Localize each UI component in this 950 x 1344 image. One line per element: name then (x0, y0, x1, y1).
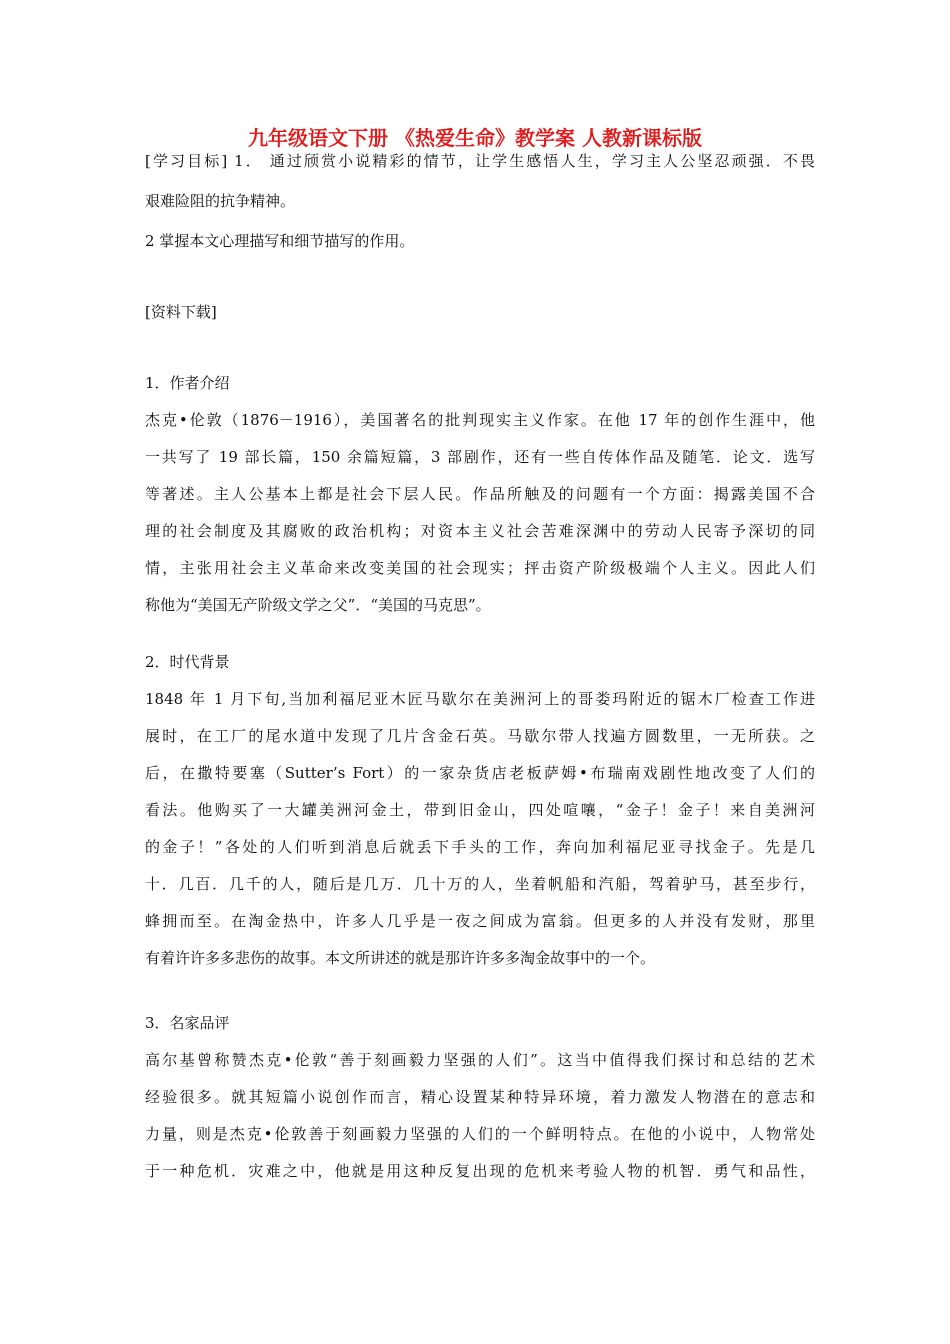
section-heading: 2．时代背景 (145, 653, 230, 671)
text-line: 情，主张用社会主义革命来改变美国的社会现实；抨击资产阶级极端个人主义。因此人们 (145, 559, 815, 577)
text-line: 经验很多。就其短篇小说创作而言，精心设置某种特异环境，着力激发人物潜在的意志和 (145, 1088, 815, 1106)
section-heading: [资料下载] (145, 303, 217, 321)
text-line: 等著述。主人公基本上都是社会下层人民。作品所触及的问题有一个方面：揭露美国不合 (145, 485, 815, 503)
text-line: 十．几百．几千的人，随后是几万．几十万的人，坐着帆船和汽船，驾着驴马，甚至步行， (145, 875, 815, 893)
text-line: 理的社会制度及其腐败的政治机构；对资本主义社会苦难深渊中的劳动人民寄予深切的同 (145, 522, 815, 540)
section-heading: 3．名家品评 (145, 1014, 230, 1032)
text-line: 高尔基曾称赞杰克•伦敦“善于刻画毅力坚强的人们”。这当中值得我们探讨和总结的艺术 (145, 1051, 815, 1069)
text-line: 蜂拥而至。在淘金热中，许多人几乎是一夜之间成为富翁。但更多的人并没有发财，那里 (145, 912, 815, 930)
document-title: 九年级语文下册 《热爱生命》教学案 人教新课标版 (248, 126, 702, 150)
section-heading: 1．作者介绍 (145, 374, 230, 392)
text-line: 看法。他购买了一大罐美洲河金土，带到旧金山，四处喧嚷，“金子！金子！来自美洲河 (145, 801, 815, 819)
text-line: 的金子！”各处的人们听到消息后就丢下手头的工作，奔向加利福尼亚寻找金子。先是几 (145, 838, 815, 856)
text-line: 称他为“美国无产阶级文学之父”．“美国的马克思”。 (145, 596, 491, 614)
text-line: 于一种危机．灾难之中，他就是用这种反复出现的危机来考验人物的机智．勇气和品性， (145, 1162, 815, 1180)
text-line: 2 掌握本文心理描写和细节描写的作用。 (145, 232, 415, 250)
text-line: [学习目标] 1． 通过颀赏小说精彩的情节，让学生感悟人生，学习主人公坚忍顽强．不畏 (145, 152, 815, 170)
text-line: 展时，在工厂的尾水道中发现了几片含金石英。马歇尔带人找遍方圆数里，一无所获。之 (145, 727, 815, 745)
text-line: 杰克•伦敦（1876－1916），美国著名的批判现实主义作家。在他 17 年的创作生涯中，他 (145, 411, 815, 429)
text-line: 力量，则是杰克•伦敦善于刻画毅力坚强的人们的一个鲜明特点。在他的小说中，人物常处 (145, 1125, 815, 1143)
text-line: 有着许许多多悲伤的故事。本文所讲述的就是那许许多多淘金故事中的一个。 (145, 949, 656, 967)
text-line: 1848 年 1 月下旬,当加利福尼亚木匠马歇尔在美洲河上的哥娄玛附近的锯木厂检查工作进 (145, 690, 815, 708)
text-line: 一共写了 19 部长篇，150 余篇短篇，3 部剧作，还有一些自传体作品及随笔．论文．选写 (145, 448, 815, 466)
text-line: 后，在撒特要塞（Sutter’s Fort）的一家杂货店老板萨姆•布瑞南戏剧性地改变了人们的 (145, 764, 815, 782)
text-line: 艰难险阻的抗争精神。 (145, 192, 296, 210)
